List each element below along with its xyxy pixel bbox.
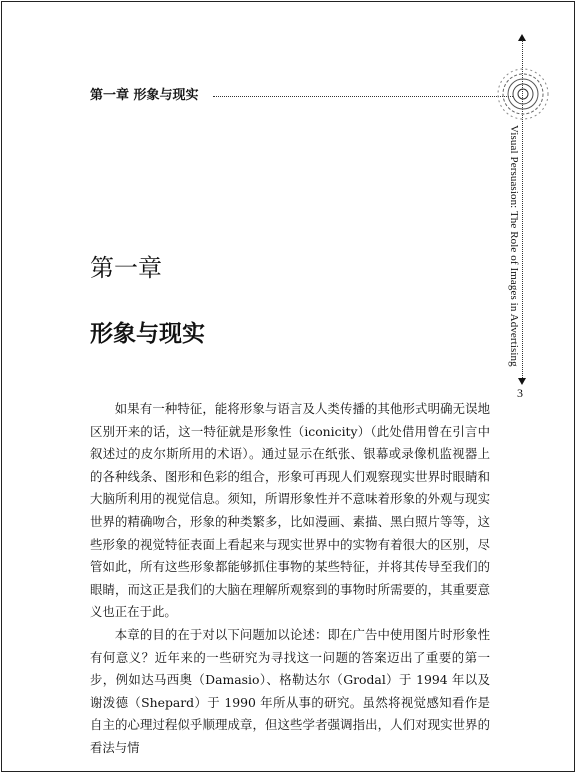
page-number: 3 (517, 386, 523, 400)
body-text (90, 398, 490, 760)
concentric-rings-icon (495, 66, 551, 122)
paragraph: 本章的目的在于对以下问题加以论述：即在广告中使用图片时形象性有何意义？近年来的一些研究为寻找这一问题的答案迈出了重要的第一步，例如达马西奥（Damasio）、格勒达尔（Grodal）于 1994 年以及谢泼德（Shepard）于 1990 年所从事的研究。虽然将视觉感知看作是自主的心理过程似乎顺理成章，但这些学者强调指出，人们对现实世界的看法与情 (90, 626, 490, 755)
header-dotted-rule (213, 96, 513, 97)
book-title-vertical: Visual Persuasion: The Role of Images in Advertising (508, 125, 520, 367)
arrow-down-icon (518, 378, 526, 385)
paragraph: 如果有一种特征，能将形象与语言及人类传播的其他形式明确无误地区别开来的话，这一特征就是形象性（iconicity）（此处借用曾在引言中叙述过的皮尔斯所用的术语）。通过显示在纸张、银幕或录像机监视器上的各种线条、图形和色彩的组合，形象可再现人们观察现实世界时眼睛和大脑所利用的视觉信息。须知，所谓形象性并不意味着形象的外观与现实世界的精确吻合，形象的种类繁多，比如漫画、素描、黑白照片等等，这些形象的视觉特征表面上看起来与现实世界中的实物有着很大的区别，尽管如此，所有这些形象都能够抓住事物的某些特征，并将其传导至我们的眼睛，而这正是我们的大脑在理解所观察到的事物时所需要的，其重要意义也正在于此。 (90, 401, 490, 620)
chapter-title: 形象与现实 (90, 321, 205, 347)
running-head: 第一章 形象与现实 (90, 88, 199, 103)
chapter-number: 第一章 (90, 254, 162, 282)
